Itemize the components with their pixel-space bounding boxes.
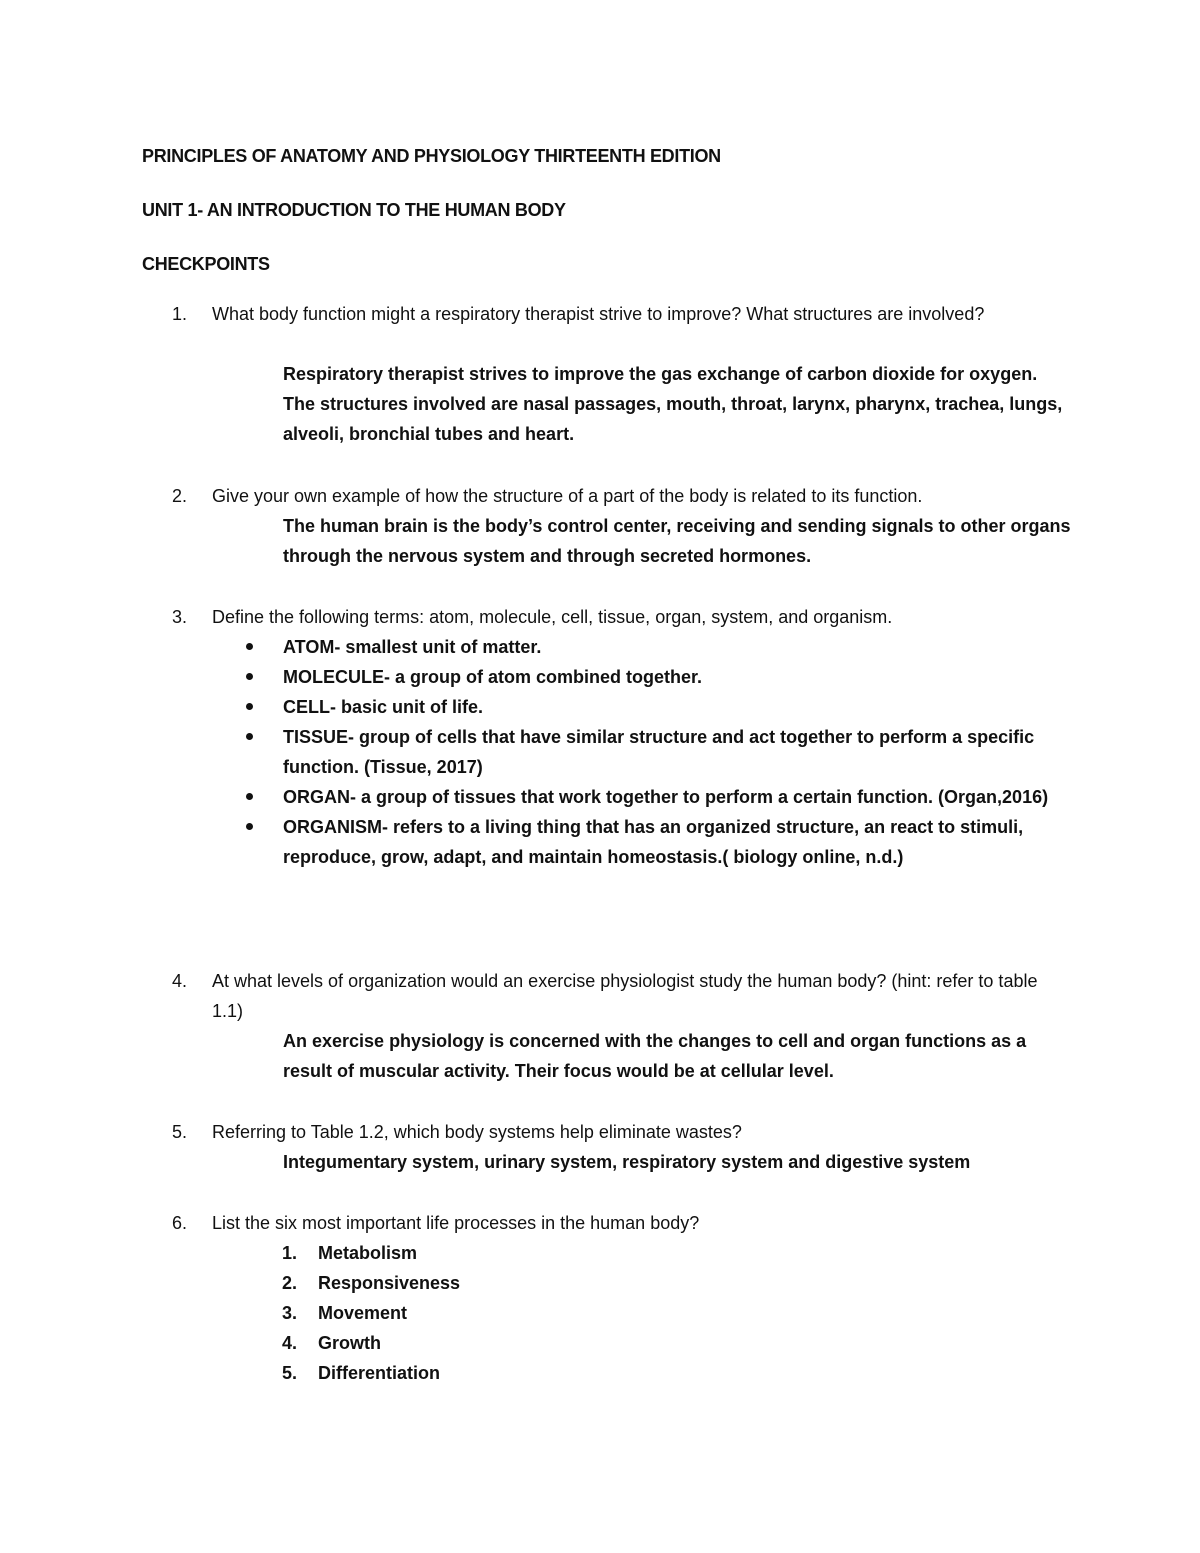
life-processes-list xyxy=(280,1238,460,1388)
question-text: Define the following terms: atom, molecule, cell, tissue, organ, system, and organism. xyxy=(212,607,893,627)
definitions-list xyxy=(243,632,1073,872)
question-number: 2. xyxy=(172,486,188,506)
bullet-icon xyxy=(246,643,253,650)
question-number: 1. xyxy=(172,304,188,324)
bullet-icon xyxy=(246,703,253,710)
list-item: 1. Metabolism xyxy=(282,1243,418,1263)
list-item: 4. Growth xyxy=(282,1333,381,1353)
bullet-icon xyxy=(246,793,253,800)
question-text: Give your own example of how the structure of a part of the body is related to its function. xyxy=(212,486,923,506)
question-5 xyxy=(142,1117,1042,1147)
question-4 xyxy=(142,966,1042,1026)
list-item: 5. Differentiation xyxy=(282,1363,441,1383)
question-text: At what levels of organization would an exercise physiologist study the human body? (hint: refer to table 1.1) xyxy=(212,971,1038,1021)
unit-heading: UNIT 1- AN INTRODUCTION TO THE HUMAN BODY xyxy=(142,200,566,220)
question-text: What body function might a respiratory therapist strive to improve? What structures are involved? xyxy=(212,304,985,324)
question-text: List the six most important life processes in the human body? xyxy=(212,1213,700,1233)
question-number: 6. xyxy=(172,1213,188,1233)
bullet-icon xyxy=(246,733,253,740)
list-item: 2. Responsiveness xyxy=(282,1273,461,1293)
answer-4: An exercise physiology is concerned with the changes to cell and organ functions as a result of muscular activity. Their focus would be at cellular level. xyxy=(283,1031,1027,1081)
question-6 xyxy=(142,1208,1042,1238)
definition-item: ORGAN- a group of tissues that work together to perform a certain function. (Organ,2016) xyxy=(243,782,1073,812)
question-2 xyxy=(142,481,1042,511)
section-heading: CHECKPOINTS xyxy=(142,254,270,274)
question-number: 5. xyxy=(172,1122,188,1142)
definition-item: ORGANISM- refers to a living thing that has an organized structure, an react to stimuli, reproduce, grow, adapt, and maintain homeostasis.( biology online, n.d.) xyxy=(243,812,1073,872)
question-number: 4. xyxy=(172,971,188,991)
bullet-icon xyxy=(246,673,253,680)
question-3 xyxy=(142,602,1042,632)
answer-5: Integumentary system, urinary system, respiratory system and digestive system xyxy=(283,1152,971,1172)
definition-item: MOLECULE- a group of atom combined together. xyxy=(243,662,1073,692)
document-title: PRINCIPLES OF ANATOMY AND PHYSIOLOGY THIRTEENTH EDITION xyxy=(142,146,721,166)
bullet-icon xyxy=(246,823,253,830)
definition-item: CELL- basic unit of life. xyxy=(243,692,1073,722)
answer-1: Respiratory therapist strives to improve the gas exchange of carbon dioxide for oxygen. The structures involved are nasal passages, mouth, throat, larynx, pharynx, trachea, lungs, alveoli, bronchial tubes and heart. xyxy=(283,364,1063,444)
question-1 xyxy=(142,299,1042,329)
definition-item: TISSUE- group of cells that have similar structure and act together to perform a specific function. (Tissue, 2017) xyxy=(243,722,1073,782)
question-number: 3. xyxy=(172,607,188,627)
definition-item: ATOM- smallest unit of matter. xyxy=(243,632,1073,662)
list-item: 3. Movement xyxy=(282,1303,408,1323)
question-text: Referring to Table 1.2, which body systems help eliminate wastes? xyxy=(212,1122,742,1142)
answer-2: The human brain is the body’s control center, receiving and sending signals to other organs through the nervous system and through secreted hormones. xyxy=(283,516,1071,566)
